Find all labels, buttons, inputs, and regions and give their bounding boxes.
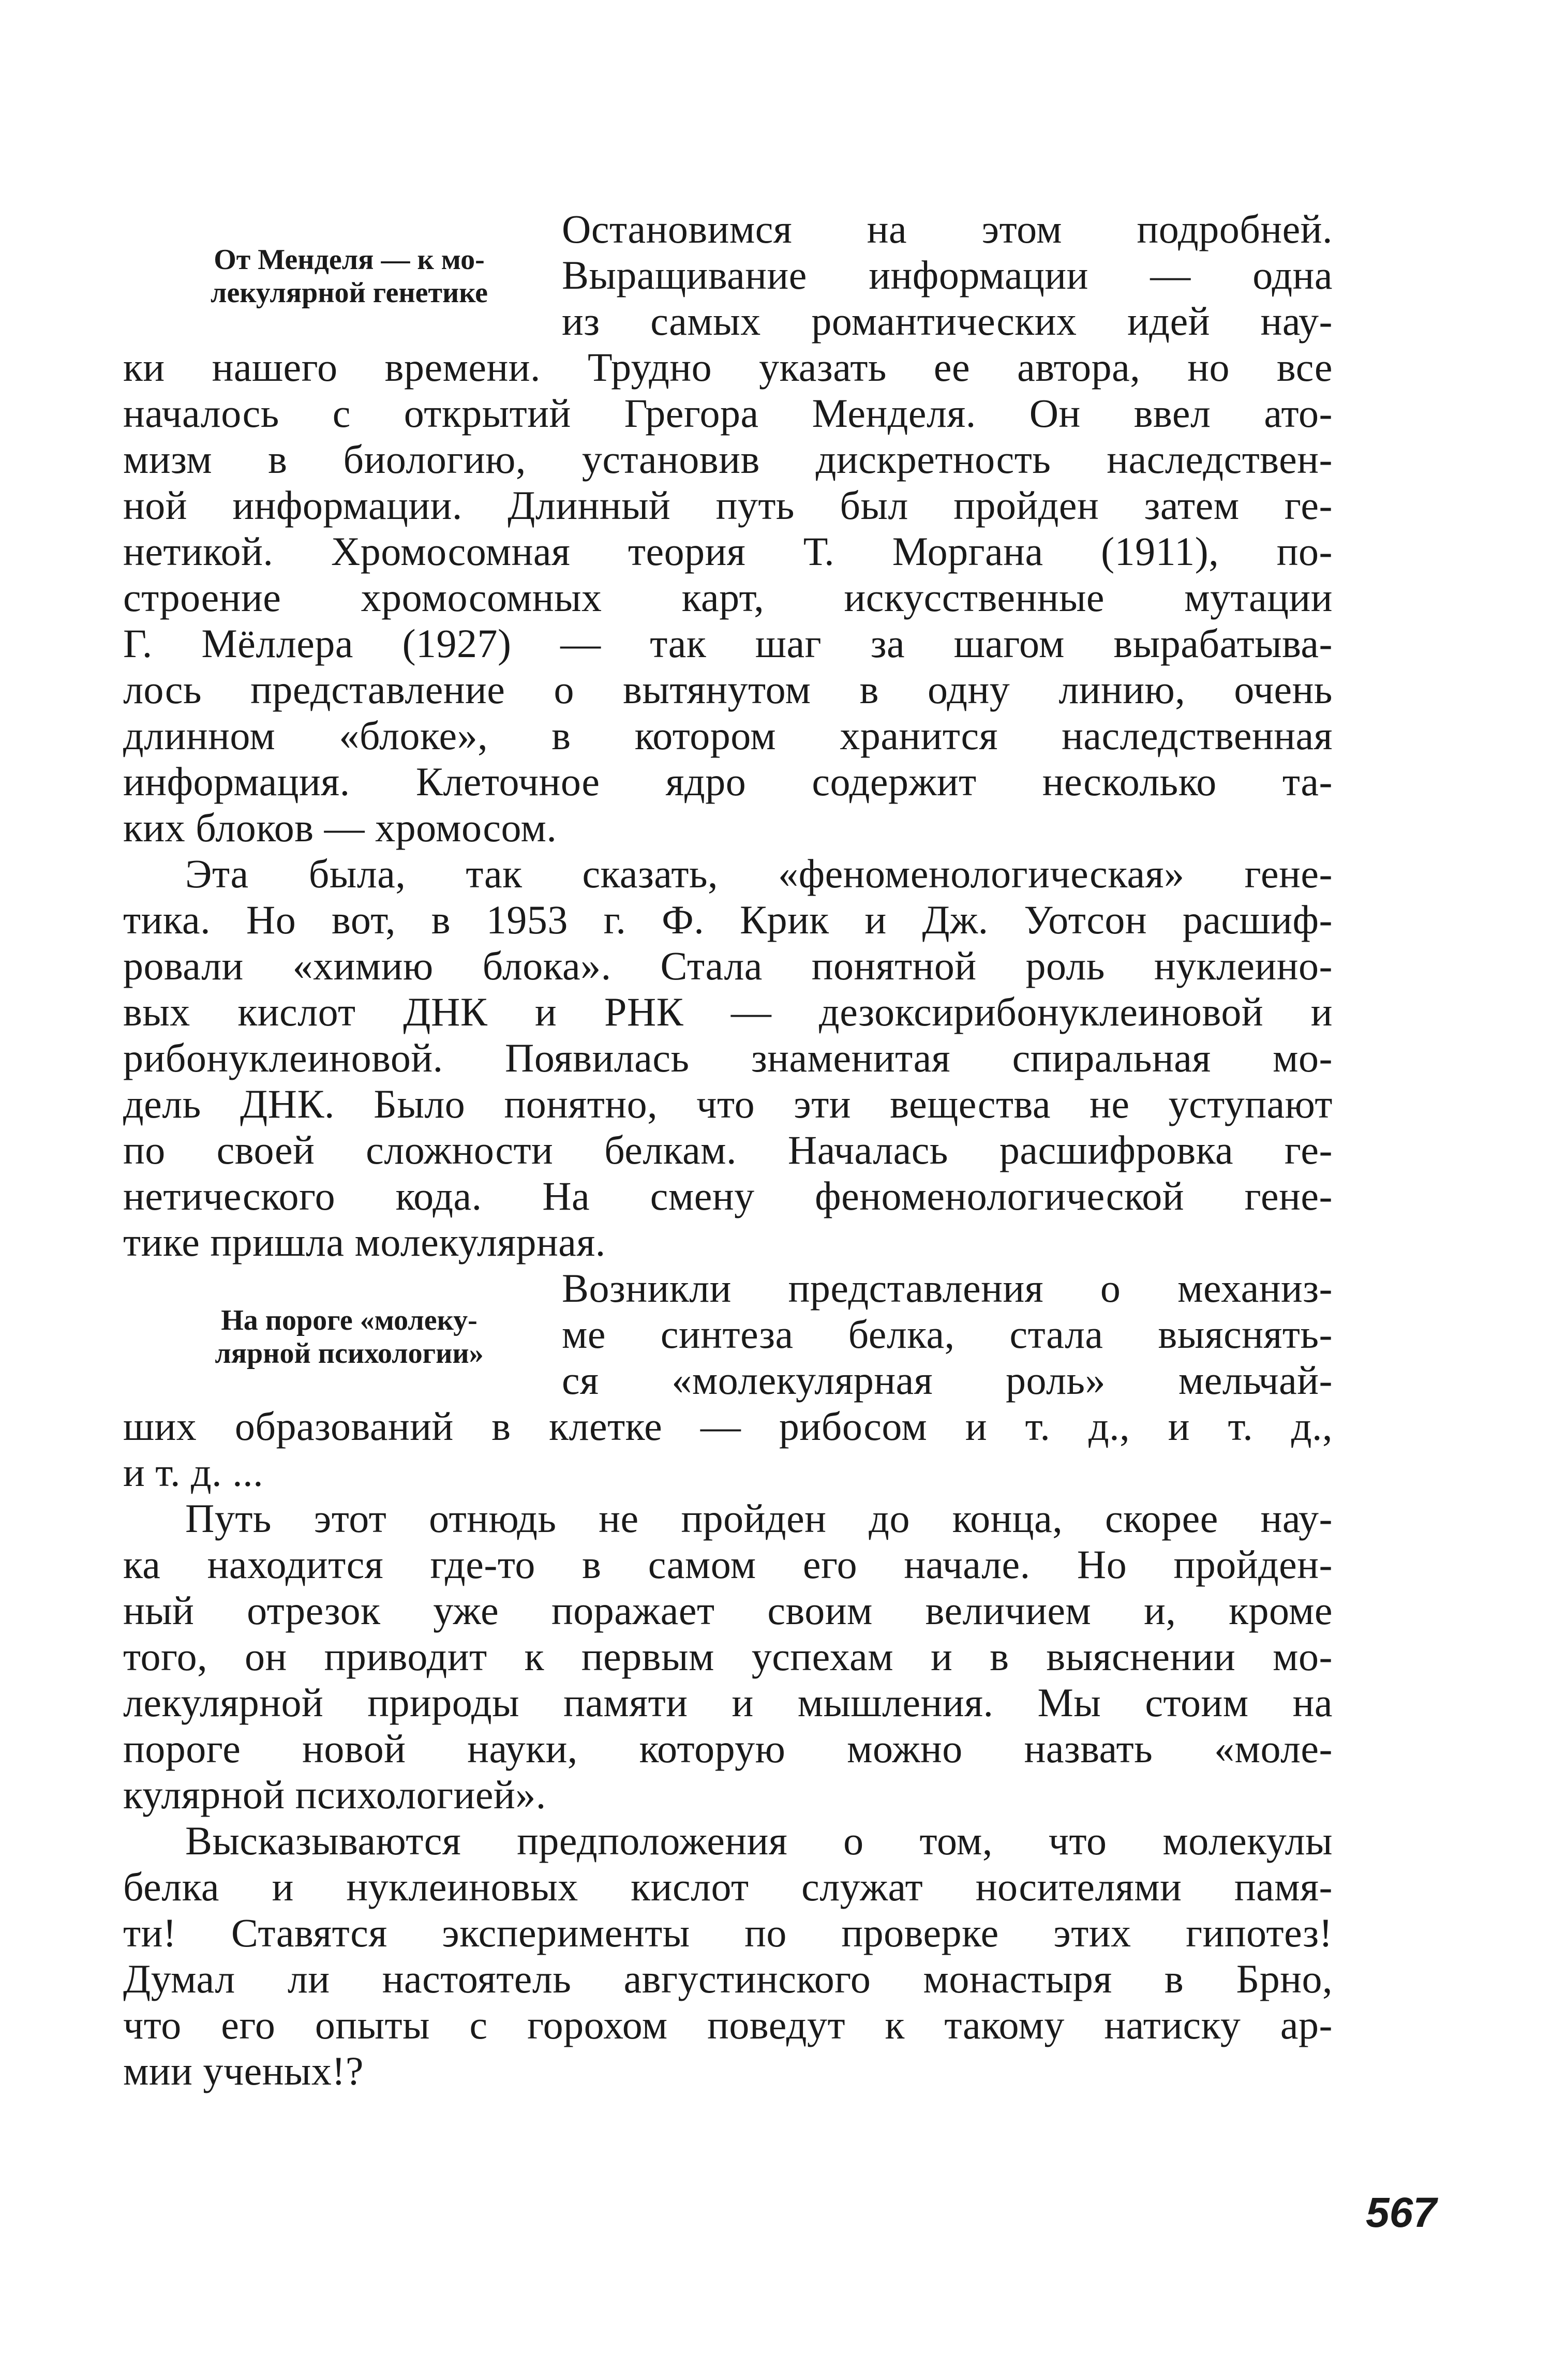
sidenote-line: От Менделя — к мо- [214, 244, 485, 276]
text-line: началось с открытий Грегора Менделя. Он ввел ато- [123, 391, 1333, 436]
sidenote-line: На пороге «молеку- [221, 1304, 477, 1336]
text-line: белка и нуклеиновых кислот служат носителями памя- [123, 1864, 1333, 1909]
text-line: кулярной психологией». [123, 1772, 546, 1817]
text-line: длинном «блоке», в котором хранится наследственная [123, 713, 1333, 758]
text-line: лось представление о вытянутом в одну линию, очень [123, 667, 1333, 712]
text-line: из самых романтических идей нау- [562, 299, 1333, 344]
text-line: Г. Мёллера (1927) — так шаг за шагом вырабатыва- [123, 621, 1333, 666]
text-line: ти! Ставятся эксперименты по проверке этих гипотез! [123, 1910, 1333, 1955]
text-line: ся «молекулярная роль» мельчай- [562, 1358, 1333, 1403]
text-line: нетического кода. На смену феноменологической гене- [123, 1173, 1333, 1218]
text-line: лекулярной природы памяти и мышления. Мы стоим на [123, 1680, 1333, 1725]
sidenote-from-mendel [150, 243, 548, 309]
text-line: мизм в биологию, установив дискретность наследствен- [123, 437, 1333, 482]
text-line: Возникли представления о механиз- [562, 1266, 1333, 1311]
sidenote-molecular-psychology [150, 1304, 548, 1370]
text-line: Остановимся на этом подробней. [562, 206, 1333, 251]
text-line: ки нашего времени. Трудно указать ее автора, но все [123, 345, 1333, 390]
text-line: вых кислот ДНК и РНК — дезоксирибонуклеиновой и [123, 989, 1333, 1034]
text-line: нетикой. Хромосомная теория Т. Моргана (1911), по- [123, 529, 1333, 574]
text-line: что его опыты с горохом поведут к такому натиску ар- [123, 2002, 1333, 2047]
sidenote-line: лекулярной генетике [211, 277, 488, 309]
text-line: по своей сложности белкам. Началась расшифровка ге- [123, 1127, 1333, 1172]
text-line: ких блоков — хромосом. [123, 805, 557, 850]
text-line: строение хромосомных карт, искусственные мутации [123, 575, 1333, 620]
text-line: Выращивание информации — одна [562, 252, 1333, 298]
text-line: дель ДНК. Было понятно, что эти вещества не уступают [123, 1081, 1333, 1126]
text-line: ших образований в клетке — рибосом и т. д., и т. д., [123, 1404, 1333, 1449]
text-line: ный отрезок уже поражает своим величием и, кроме [123, 1588, 1333, 1633]
text-line: ка находится где-то в самом его начале. Но пройден- [123, 1542, 1333, 1587]
text-line: ме синтеза белка, стала выяснять- [562, 1312, 1333, 1357]
page-number: 567 [1366, 2189, 1437, 2236]
text-line: ровали «химию блока». Стала понятной роль нуклеино- [123, 943, 1333, 988]
text-line: мии ученых!? [123, 2048, 364, 2093]
text-line: пороге новой науки, которую можно назвать «моле- [123, 1726, 1333, 1771]
text-line: Высказываются предположения о том, что молекулы [185, 1818, 1333, 1863]
text-line: рибонуклеиновой. Появилась знаменитая спиральная мо- [123, 1035, 1333, 1080]
text-line: Эта была, так сказать, «феноменологическая» гене- [185, 851, 1333, 896]
text-line: Думал ли настоятель августинского монастыря в Брно, [123, 1956, 1333, 2001]
text-line: тике пришла молекулярная. [123, 1219, 606, 1265]
text-line: информация. Клеточное ядро содержит несколько та- [123, 759, 1333, 804]
sidenote-line: лярной психологии» [215, 1337, 484, 1370]
text-line: того, он приводит к первым успехам и в выяснении мо- [123, 1634, 1333, 1679]
text-line: и т. д. ... [123, 1450, 264, 1495]
text-line: Путь этот отнюдь не пройден до конца, скорее нау- [185, 1496, 1333, 1541]
text-line: ной информации. Длинный путь был пройден затем ге- [123, 483, 1333, 528]
text-line: тика. Но вот, в 1953 г. Ф. Крик и Дж. Уотсон расшиф- [123, 897, 1333, 942]
